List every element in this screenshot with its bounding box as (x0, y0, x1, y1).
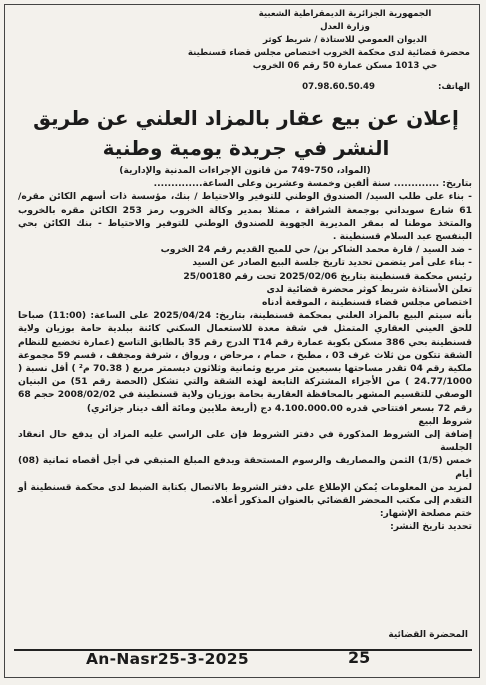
announcement-body (18, 164, 472, 624)
phone-label: الهاتف: (438, 82, 470, 92)
page-number: 25 (348, 648, 371, 667)
body-property-description: بأنه سيتم البيع بالمزاد العلني بمحكمة قسنطينة، بتاريخ: 2025/04/24 على الساعة: (11:00) صباحا للحق العيني العقاري المتمثل في شقة معدة للاستعمال السكني كائنة ببلدية حامة بوزيان ولاية قسنطينة بحي 386 مسكن بكوبة عمارة رقم T14 الدرج رقم 35 بالطابق التاسع (عمارة تخضيع للنظام الشقة تتكون من ثلاث غرف 03 ، مطبخ ، حمام ، مرحاض ، ورواق ، شرفة ومجفف ، قسم 59 مجموعة ملكية رقم 04 تقدر مساحتها بسبعين متر مربع وثمانية وثلاثون ديسمتر مربع ( 70.38 م² ) أقل نسبة ( 24.77/1000 ) من الأجزاء المشتركة التابعة لهذه الشقة والتي تشكل (الحصة رقم 51) من البنيان الوصفي للتقسيم المشهر بالمحافظة العقارية بحامة بوزيان ولاية قسنطينة في 2008/02/02 حجم 68 رقم 72 بسعر افتتاحي قدره 4.100.000.00 دج (أربعة ملايين ومائة ألف دينار جزائري) (18, 310, 472, 414)
body-against: - ضد السيد / قارة محمد الشاكر بن/ حي للمبح القديم رقم 24 الخروب (160, 244, 472, 256)
header-line-jurisdiction: محضرة قضائية لدى محكمة الخروب اختصاص مجلس قضاء قسنطينة (187, 48, 470, 58)
phone-number: 07.98.60.50.49 (302, 82, 376, 92)
header-line-ministry: وزارة العدل (320, 22, 370, 32)
header-line-address: حي 1013 مسكن عمارة 50 رقم 06 الخروب (252, 61, 438, 71)
phone-line (220, 82, 470, 92)
sale-condition-payment: إضافة إلى الشروط المذكورة في دفتر الشروط فإن على الراسي عليه المزاد أن يدفع حال انعقاد الجلسة (18, 429, 472, 454)
bailiff-signature: المحضرة القضائية (388, 630, 468, 640)
publication-date: تحديد تاريخ النشر: (390, 521, 472, 533)
body-more-info: لمزيد من المعلومات يُمكن الإطلاع على دفتر الشروط بالاتصال بكتابة الضبط لدى محكمة قسنطينة أو التقدم إلى مكتب المحضر القضائي بالعنوان المذكور أعلاه. (18, 481, 472, 507)
body-requester: - بناء على طلب السيد/ الصندوق الوطني للتوفير والاحتياط / بنك، مؤسسة ذات أسهم الكائن مقره/ 61 شارع سويداني بوجمعة الشراقة ، ممثلا بمدير وكالة الخروب رمز 253 الكائن مقره بالخروب والمتخذ موطنا له بمقر المديرية الجهوية للصندوق الوطني للتوفير والاحتياط - بنك الكائن بحي البنفسج عبد السلام قسنطينة . (18, 191, 472, 243)
publicity-stamp: ختم مصلحة الإشهار: (379, 508, 472, 520)
body-jurisdiction: اختصاص مجلس قضاء قسنطينة ، الموقعة أدناه (262, 297, 472, 309)
body-order: - بناء على أمر يتضمن تحديد تاريخ جلسة البيع الصادر عن السيد (192, 257, 472, 269)
body-court-order: رئيس محكمة قسنطينة بتاريخ 2025/02/06 تحت رقم 25/00180 (183, 270, 472, 282)
body-date-line: بتاريخ: ............. سنة ألفين وخمسة وعشرين وعلى الساعة.............. (153, 178, 472, 190)
sale-condition-fifth: خمس (1/5) الثمن والمصاريف والرسوم المستحقة ويدفع المبلغ المتبقي في أجل أقصاه ثمانية (08) أيام (18, 455, 473, 480)
sale-conditions-heading: شروط البيع (418, 415, 472, 427)
header-line-republic: الجمهورية الجزائرية الديمقراطية الشعبية (258, 9, 432, 19)
legal-articles: (المواد، 750-749 من قانون الإجراءات المدنية والإدارية) (119, 165, 371, 176)
document-header (187, 8, 470, 73)
announcement-title: إعلان عن بيع عقار بالمزاد العلني عن طريق النشر في جريدة يومية وطنية (33, 106, 459, 160)
header-line-office: الديوان العمومي للاستاذة / شريط كوثر (263, 35, 427, 45)
body-bailiff: تعلن الأستاذة شريط كوثر محضرة قضائية لدى (266, 283, 472, 295)
newspaper-date: An-Nasr25-3-2025 (86, 650, 249, 668)
